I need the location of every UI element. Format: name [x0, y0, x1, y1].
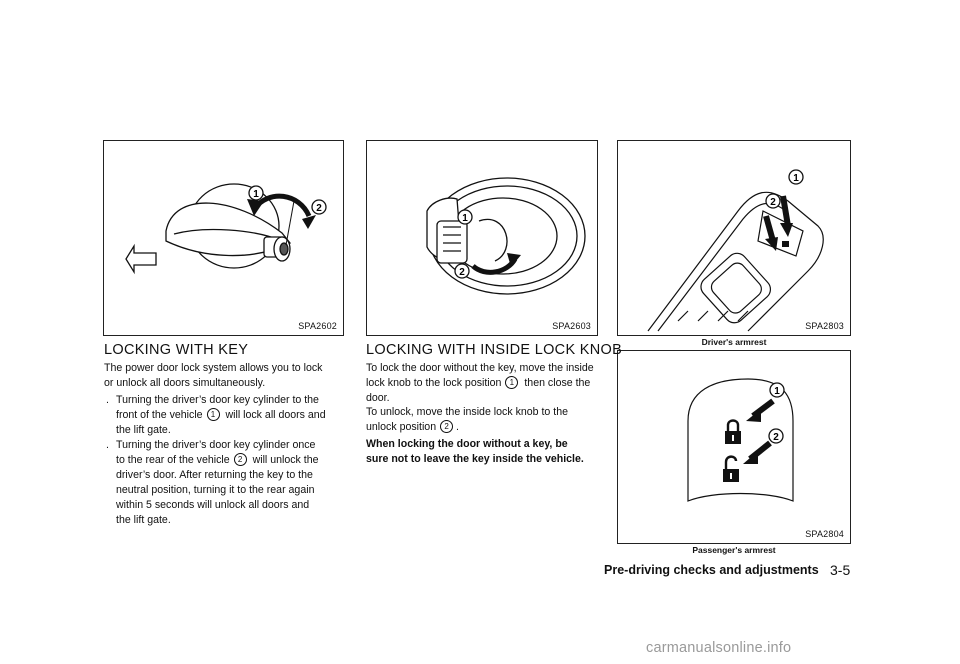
- intro-line: The power door lock system allows you to lock: [104, 362, 323, 374]
- callout-2-icon: 2: [234, 453, 247, 466]
- footer-section-title: Pre-driving checks and adjustments: [604, 563, 819, 577]
- callout-2-icon: 2: [440, 420, 453, 433]
- figure-passenger-armrest: [617, 350, 851, 544]
- lock-knob-illustration: [367, 141, 599, 337]
- paragraph-unlock: To unlock, move the inside lock knob to the unlock position 2 .: [366, 406, 568, 433]
- svg-text:2: 2: [770, 197, 776, 208]
- svg-text:2: 2: [459, 267, 465, 278]
- figure-inside-lock-knob: [366, 140, 598, 336]
- figure-code: SPA2603: [552, 321, 591, 331]
- callout-1-icon: [789, 170, 803, 184]
- intro-line: or unlock all doors simultaneously.: [104, 377, 266, 389]
- bullet-item: . Turning the driver’s door key cylinder once to the rear of the vehicle 2 will unlock the driver’s door. After returning the key to the neutral position, turning it to the rear again within 5 seconds will unlock all doors and the lift gate.: [106, 439, 319, 526]
- bullet-item: . Turning the driver’s door key cylinder to the front of the vehicle 1 will lock all doors and the lift gate.: [106, 394, 326, 436]
- figure-key-cylinder: [103, 140, 344, 336]
- callout-1-icon: [458, 210, 472, 224]
- callout-1-icon: 1: [207, 408, 220, 421]
- key-cylinder-illustration: [104, 141, 345, 337]
- bullet-marker: .: [106, 439, 109, 451]
- passenger-armrest-illustration: [618, 351, 852, 545]
- paragraph-lock: To lock the door without the key, move the inside lock knob to the lock position 1 then close the door.: [366, 362, 594, 404]
- figure-driver-armrest: [617, 140, 851, 336]
- svg-text:1: 1: [793, 173, 799, 184]
- svg-text:2: 2: [773, 432, 779, 443]
- bullet-marker: .: [106, 394, 109, 406]
- figure-caption: Passenger's armrest: [692, 545, 776, 555]
- callout-2-icon: [769, 429, 783, 443]
- figure-caption: Driver's armrest: [701, 337, 767, 347]
- driver-armrest-illustration: [618, 141, 852, 337]
- page-number: 3-5: [830, 562, 851, 578]
- unlock-icon: [723, 457, 739, 482]
- callout-2-icon: [766, 194, 780, 208]
- figure-code: SPA2804: [805, 529, 844, 539]
- callout-1-icon: 1: [505, 376, 518, 389]
- callout-2-icon: [312, 200, 326, 214]
- callout-1-icon: [770, 383, 784, 397]
- svg-text:1: 1: [462, 213, 468, 224]
- lock-icon: [725, 421, 741, 445]
- figure-code: SPA2602: [298, 321, 337, 331]
- figure-code: SPA2803: [805, 321, 844, 331]
- svg-text:1: 1: [253, 189, 259, 200]
- watermark: carmanualsonline.info: [646, 640, 792, 656]
- section-heading: LOCKING WITH KEY: [104, 342, 249, 358]
- svg-text:2: 2: [316, 203, 322, 214]
- svg-text:1: 1: [774, 386, 780, 397]
- section-heading: LOCKING WITH INSIDE LOCK KNOB: [366, 342, 623, 358]
- warning-text: When locking the door without a key, be sure not to leave the key inside the vehicle.: [366, 438, 584, 465]
- callout-1-icon: [249, 186, 263, 200]
- callout-2-icon: [455, 264, 469, 278]
